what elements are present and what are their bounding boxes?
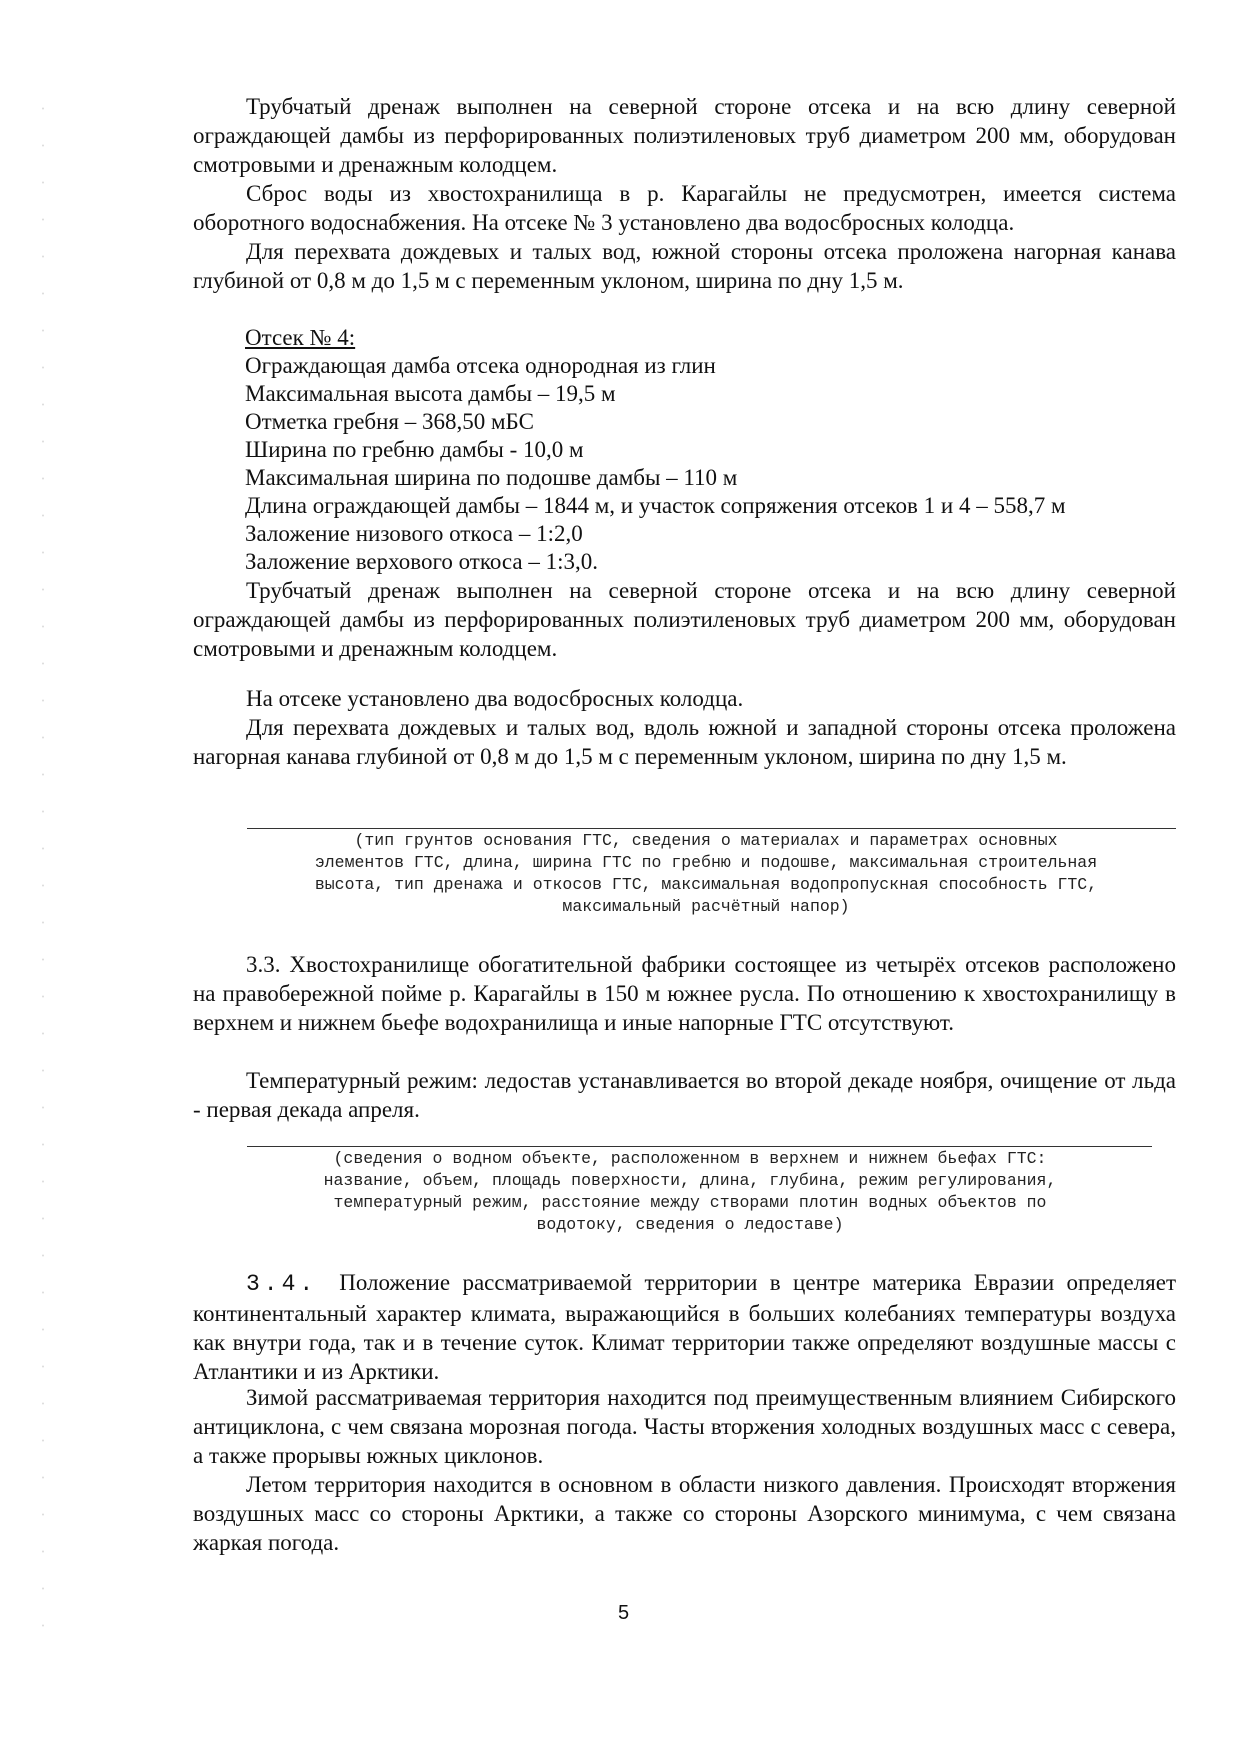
paragraph-upland-ditch: Для перехвата дождевых и талых вод, южной стороны отсека проложена нагорная канава глубиной от 0,8 м до 1,5 м с переменным уклоном, ширина по дну 1,5 м. (193, 239, 1176, 293)
paragraph-3-4-text: Положение рассматриваемой территории в центре материка Евразии определяет континентальный характер климата, выражающийся в больших колебаниях температуры воздуха как внутри года, так и в течение суток. Климат территории также определяют воздушные массы с Атлантики и из Арктики. (193, 1270, 1176, 1384)
paragraph-winter: Зимой рассматриваемая территория находится под преимущественным влиянием Сибирского антициклона, с чем связана морозная погода. Часты вторжения холодных воздушных масс с севера, а также прорывы южных циклонов. (193, 1385, 1176, 1468)
section-title-compartment-4: Отсек № 4: (245, 325, 356, 350)
paragraph-temperature: Температурный режим: ледостав устанавливается во второй декаде ноября, очищение от льда - первая декада апреля. (193, 1068, 1176, 1122)
paragraph-3-4 (193, 1268, 1176, 1386)
paragraph-spillways-4: На отсеке установлено два водосбросных колодца. (246, 686, 744, 711)
note-rule (247, 1146, 1152, 1147)
spec-item: Максимальная ширина по подошве дамбы – 110 м (245, 465, 738, 490)
spec-item: Отметка гребня – 368,50 мБС (245, 409, 534, 434)
paragraph-3-3: 3.3. Хвостохранилище обогатительной фабрики состоящее из четырёх отсеков расположено на правобережной пойме р. Карагайлы в 150 м южнее русла. По отношению к хвостохранилищу в верхнем и нижнем бьефе водохранилища и иные напорные ГТС отсутствуют. (193, 952, 1176, 1035)
footnote-water-body: (сведения о водном объекте, расположенном в верхнем и нижнем бьефах ГТС: название, объем, площадь поверхности, длина, глубина, режим регулирования, температурный режим, расстояние между створами плотин водных объектов по водотоку, сведения о ледоставе) (323, 1149, 1057, 1234)
spec-item: Заложение верхового откоса – 1:3,0. (245, 549, 598, 574)
paragraph-water-discharge: Сброс воды из хвостохранилища в р. Карагайлы не предусмотрен, имеется система оборотного водоснабжения. На отсеке № 3 установлено два водосбросных колодца. (193, 181, 1176, 235)
scan-margin-specks (28, 90, 58, 1650)
spec-item: Ограждающая дамба отсека однородная из глин (245, 353, 716, 378)
section-number: 3.4. (246, 1271, 318, 1297)
spec-item: Максимальная высота дамбы – 19,5 м (245, 381, 616, 406)
paragraph-upland-ditch-4: Для перехвата дождевых и талых вод, вдоль южной и западной стороны отсека проложена нагорная канава глубиной от 0,8 м до 1,5 м с переменным уклоном, ширина по дну 1,5 м. (193, 715, 1176, 769)
paragraph-summer: Летом территория находится в основном в области низкого давления. Происходят вторжения воздушных масс со стороны Арктики, а также со стороны Азорского минимума, с чем связана жаркая погода. (193, 1472, 1176, 1555)
paragraph-drainage-4: Трубчатый дренаж выполнен на северной стороне отсека и на всю длину северной ограждающей дамбы из перфорированных полиэтиленовых труб диаметром 200 мм, оборудован смотровыми и дренажным колодцем. (193, 578, 1176, 661)
footnote-hts-parameters: (тип грунтов основания ГТС, сведения о материалах и параметрах основных элементов ГТС, длина, ширина ГТС по гребню и подошве, максимальная строительная высота, тип дренажа и откосов ГТС, максимальная водопропускная способность ГТС, максимальный расчётный напор) (314, 831, 1098, 916)
spec-item: Заложение низового откоса – 1:2,0 (245, 521, 583, 546)
spec-item: Длина ограждающей дамбы – 1844 м, и участок сопряжения отсеков 1 и 4 – 558,7 м (245, 493, 1066, 518)
paragraph-drainage: Трубчатый дренаж выполнен на северной стороне отсека и на всю длину северной ограждающей дамбы из перфорированных полиэтиленовых труб диаметром 200 мм, оборудован смотровыми и дренажным колодцем. (193, 94, 1176, 177)
page-number: 5 (617, 1602, 630, 1624)
note-rule (247, 828, 1176, 829)
spec-item: Ширина по гребню дамбы - 10,0 м (245, 437, 584, 462)
